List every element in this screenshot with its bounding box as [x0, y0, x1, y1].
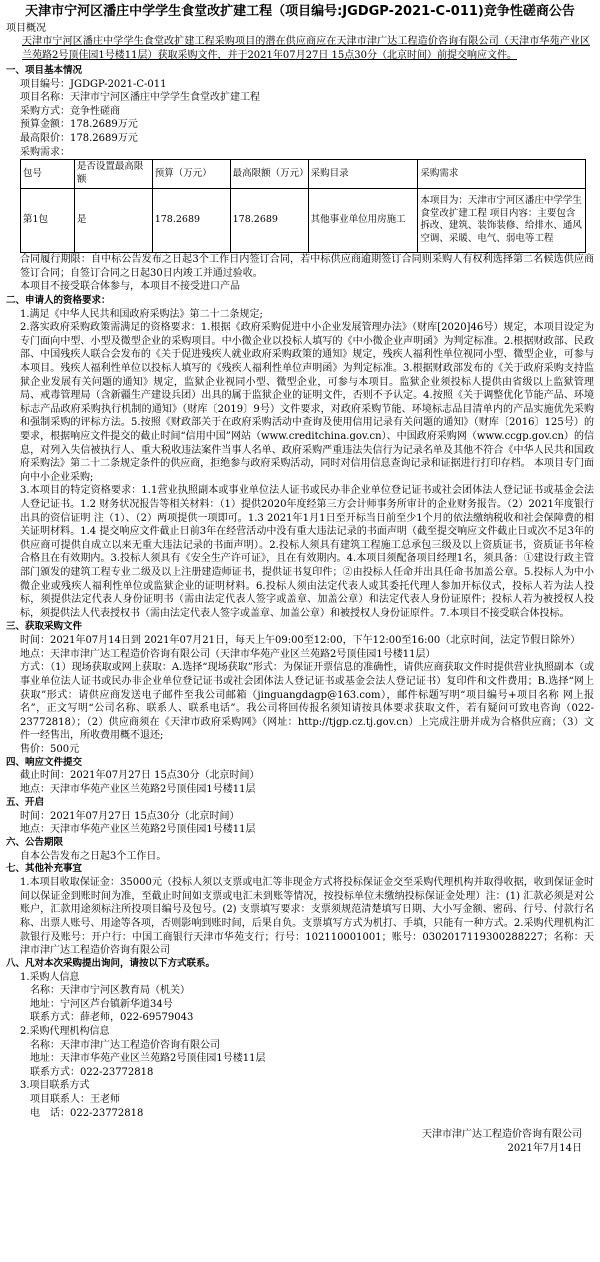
table-cell: 是 [74, 188, 152, 252]
contract-period: 合同履行期限：自中标公告发布之日起3个工作日内签订合同，若中标供应商逾期签订合同则采购人有权利选择第二名候选供应商签订合同；自签订合同之日起30日内竣工并通过验收。 [20, 253, 594, 279]
procurement-method: 采购方式：竞争性磋商 [20, 105, 120, 117]
section-6-heading: 六、公告期限 [6, 836, 64, 848]
opening-place: 地点：天津市华苑产业区兰苑路2号顶佳园1号楼11层 [20, 824, 256, 836]
submit-place: 地点：天津市华苑产业区兰苑路2号顶佳园1号楼11层 [20, 784, 256, 796]
budget-amount: 预算金额：178.2689万元 [20, 119, 138, 131]
section-1-heading: 一、项目基本情况 [6, 64, 83, 76]
footer-company: 天津市津广达工程造价咨询有限公司 [422, 1129, 582, 1141]
buyer-name: 名称：天津市宁河区教育局（机关） [30, 985, 190, 997]
supplementary-text: 1.本项目收取保证金：35000元（投标人须以支票或电汇等非现金方式将投标保证金交至采购代理机构并取得收据，收到保证金时间以保证金到账时间为准，至截止时间如支票或电汇未到账等情况，按投标单位未缴纳投标保证金处理）注：(1) 汇款必须是对公账户，汇款用途须标注所投项目编号及包号。(2) 支票填写要求：支票须规范清楚填写日期、大小写金额、密码、行号、付款行名称、出票人账号、用途等各项，否则影响到账时间，后果自负。支票填写方式为机打、手填，只能有一种方式。2.采购代理机构汇款银行及账号：开户行：中国工商银行天津市华苑支行；行号：102110001001；账号：0302017119300288227；名称：天津市津广达工程造价咨询有限公司 [20, 877, 594, 957]
agent-address: 地址：天津市华苑产业区兰苑路2号顶佳园1号楼11层 [30, 1053, 266, 1065]
section-5-heading: 五、开启 [6, 796, 45, 808]
qualification-1: 1.满足《中华人民共和国政府采购法》第二十二条规定; [20, 308, 263, 320]
table-header-cell: 是否设置最高限额 [74, 160, 152, 189]
max-price: 最高限价：178.2689万元 [20, 132, 138, 144]
agent-heading: 2.采购代理机构信息 [20, 1025, 110, 1037]
project-contact-phone: 电 话：022-23772818 [30, 1107, 144, 1119]
project-contact-person: 项目联系人：王老师 [30, 1093, 120, 1105]
table-header-cell: 采购需求 [418, 160, 586, 189]
table-header-row [21, 160, 586, 189]
overview-text: 天津市宁河区潘庄中学学生食堂改扩建工程采购项目的潜在供应商应在天津市津广达工程造价咨询有限公司（天津市华苑产业区兰苑路2号顶佳园1号楼11层）获取采购文件，并于2021年07月27日 15点30分（北京时间）前提交响应文件。 [22, 36, 590, 62]
submit-deadline: 截止时间：2021年07月27日 15点30分（北京时间） [20, 770, 260, 782]
table-header-cell: 包号 [21, 160, 75, 189]
project-contact-heading: 3.项目联系方式 [20, 1080, 90, 1092]
section-2-heading: 二、申请人的资格要求： [6, 294, 111, 306]
document-price: 售价：500元 [20, 743, 80, 755]
table-cell: 其他事业单位用房施工 [308, 188, 418, 252]
project-name: 项目名称：天津市宁河区潘庄中学学生食堂改扩建工程 [20, 92, 260, 104]
agent-contact: 联系方式：022-23772818 [30, 1066, 154, 1078]
buyer-heading: 1.采购人信息 [20, 971, 80, 983]
section-7-heading: 七、其他补充事宜 [6, 863, 83, 875]
qualification-2: 2.落实政府采购政策需满足的资格要求：1.根据《政府采购促进中小企业发展管理办法》（财库[2020]46号）规定，本项目设定为专门面向中型、小型及微型企业的采购项目。中小微企业以投标人填写的《中小微企业声明函》为判定标准。2.根据财政部、民政部、中国残疾人联合会发布的《关于促进残疾人就业政府采购政策的通知》规定，残疾人福利性单位视同小型、微型企业，可参与本项目。残疾人福利性单位以投标人填写的《残疾人福利性单位声明函》为判定标准。3.根据财政部发布的《关于政府采购支持监狱企业发展有关问题的通知》规定，监狱企业视同小型、微型企业，可参与本项目。监狱企业须投标人提供由省级以上监狱管理局、戒毒管理局（含新疆生产建设兵团）出具的属于监狱企业的证明文件，否则不予认定。4.按照《关于调整优化节能产品、环境标志产品政府采购执行机制的通知》（财库〔2019〕9号）文件要求，对政府采购节能、环境标志品目清单内的产品实施优先采购和强制采购的评标方法。5.按照《财政部关于在政府采购活动中查询及使用信用记录有关问题的通知》（财库〔2016〕125号）的要求，根据响应文件提交的截止时间“信用中国”网站（www.creditchina.gov.cn）、中国政府采购网（www.ccgp.gov.cn）的信息，对列入失信被执行人、重大税收违法案件当事人名单、政府采购严重违法失信行为记录名单及其他不符合《中华人民共和国政府采购法》第二十二条规定条件的供应商，拒绝参与政府采购活动，同时对信用信息查询记录和证据进行打印存档。 本项目专门面向中小企业采购; [20, 322, 594, 483]
overview-heading: 项目概况 [6, 22, 46, 34]
table-cell: 178.2689 [230, 188, 308, 252]
section-4-heading: 四、响应文件提交 [6, 756, 83, 768]
notice-period: 自本公告发布之日起3个工作日。 [20, 850, 167, 862]
buyer-address: 地址：宁河区芦台镇新华道34号 [30, 998, 173, 1010]
acquire-method: 方式：（1）现场获取或网上获取：A.选择“现场获取”形式：为保证开票信息的准确性，请供应商获取文件时提供营业执照副本（或事业单位法人证书或民办非企业单位登记证书或社会团体法人登记证书或基金会法人登记证书）复印件和文件费用；B.选择“网上获取”形式：请供应商发送电子邮件至我公司邮箱（jinguangdagp@163.com），邮件标题写明“项目编号+项目名称 网上报名”，正文写明“公司名称、联系人、联系电话”。我公司将回传报名须知请按具体要求获取文件，若有疑问可致电咨询（022-23772818）；（2）供应商须在《天津市政府采购网》（网址：http://tjgp.cz.tj.gov.cn）上完成注册并成为合格供应商；（3）文件一经售出，所收费用概不退还; [20, 662, 594, 742]
table-cell: 本项目为：天津市宁河区潘庄中学学生食堂改扩建工程 项目内容：主要包含拆改、建筑、装饰装修、给排水、通风空调、采暖、电气、弱电等工程 [418, 188, 586, 252]
table-header-cell: 预算（万元） [152, 160, 230, 189]
agent-name: 名称：天津市津广达工程造价咨询有限公司 [30, 1039, 220, 1051]
table-header-cell: 最高限额（万元） [230, 160, 308, 189]
section-8-heading: 八、凡对本次采购提出询问，请按以下方式联系。 [6, 957, 216, 969]
table-cell: 第1包 [21, 188, 75, 252]
table-header-cell: 采购目录 [308, 160, 418, 189]
table-row [21, 188, 586, 252]
table-cell: 178.2689 [152, 188, 230, 252]
page-title: 天津市宁河区潘庄中学学生食堂改扩建工程（项目编号:JGDGP-2021-C-011)竞争性磋商公告 [25, 4, 575, 19]
acquire-place: 地点：天津市津广达工程造价咨询有限公司（天津市华苑产业区兰苑路2号顶佳园1号楼11层） [20, 648, 436, 660]
opening-time: 时间：2021年07月27日 15点30分（北京时间） [20, 810, 240, 822]
footer-date: 2021年7月14日 [507, 1142, 582, 1154]
package-table [20, 159, 586, 253]
project-number: 项目编号：JGDGP-2021-C-011 [20, 78, 167, 90]
acquire-time: 时间：2021年07月14日到 2021年07月21日，每天上午09:00至12:00，下午12:00至16:00（北京时间，法定节假日除外） [20, 635, 581, 647]
no-consortium-note: 本项目不接受联合体参与，本项目不接受进口产品 [20, 281, 240, 293]
section-3-heading: 三、获取采购文件 [6, 621, 83, 633]
qualification-3: 3.本项目的特定资格要求：1.1营业执照副本或事业单位法人证书或民办非企业单位登记证书或社会团体法人登记证书或基金会法人登记证书。1.2 财务状况报告等相关材料：（1）提供2020年度经第三方会计师事务所审计的企业财务报告。（2）2021年度银行出具的资信证明 注（1）、（2）两项提供一项即可。1.3 2021年1月1日至开标当日前至少1个月的依法缴纳税收和社会保障费的相关证明材料。1.4 提交响应文件截止日前3年在经营活动中没有重大违法记录的书面声明（截至提交响应文件截止日或次不足3年的供应商可提供自成立以来无重大违法记录的书面声明）。2.投标人须具有建筑工程施工总承包三级及以上资质证书，资质证书年检合格且在有效期内。3.投标人须具有《安全生产许可证》，且在有效期内。4.本项目须配备项目经理1名，须具备：①建设行政主管部门颁发的建筑工程专业二级及以上注册建造师证书，提供证书复印件；②由投标人任命并出具任命书加盖公章。5.投标人为中小微企业或残疾人福利性单位或监狱企业的证明材料。6.投标人须由法定代表人或其委托代理人参加开标仪式，投标人若为法人投标，须提供法定代表人身份证明书（需由法定代表人签字或盖章、加盖公章）和法定代表人身份证原件；投标人若为被授权人投标，须提供法人代表授权书（需由法定代表人签字或盖章、加盖公章）和被授权人身份证原件。7.本项目不接受联合体投标。 [20, 485, 594, 619]
buyer-contact: 联系方式：薛老师，022-69579043 [30, 1012, 194, 1024]
procurement-demand-label: 采购需求： [20, 146, 70, 158]
